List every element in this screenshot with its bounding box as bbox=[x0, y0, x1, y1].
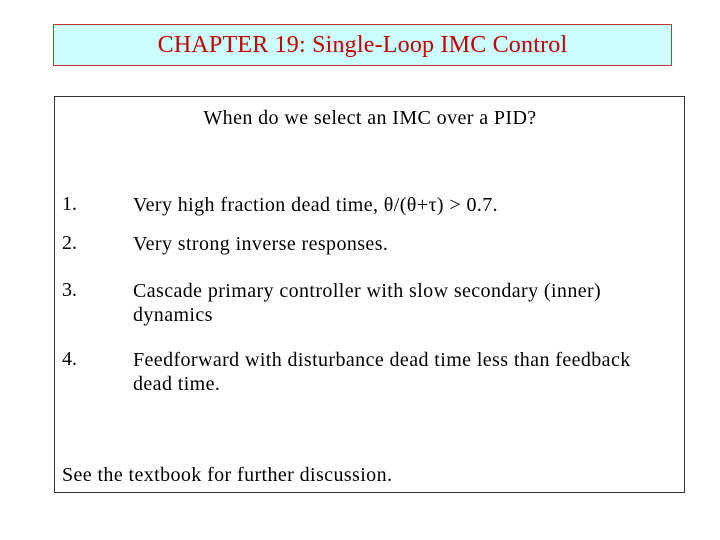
list-item-text-4: Feedforward with disturbance dead time less than feedback dead time. bbox=[133, 349, 631, 395]
list-item-text-2: Very strong inverse responses. bbox=[133, 233, 389, 255]
slide-title: CHAPTER 19: Single-Loop IMC Control bbox=[157, 31, 568, 58]
list-item-number-2: 2. bbox=[62, 232, 77, 254]
footer-note: See the textbook for further discussion. bbox=[62, 464, 393, 486]
list-item-text-1: Very high fraction dead time, θ/(θ+τ) > 0.7. bbox=[133, 194, 499, 216]
list-item-number-3: 3. bbox=[62, 279, 77, 301]
title-banner bbox=[53, 24, 672, 66]
list-item-number-4: 4. bbox=[62, 348, 77, 370]
question-heading: When do we select an IMC over a PID? bbox=[203, 107, 537, 129]
list-item-number-1: 1. bbox=[62, 193, 77, 215]
list-item-text-3: Cascade primary controller with slow secondary (inner) dynamics bbox=[133, 280, 602, 326]
